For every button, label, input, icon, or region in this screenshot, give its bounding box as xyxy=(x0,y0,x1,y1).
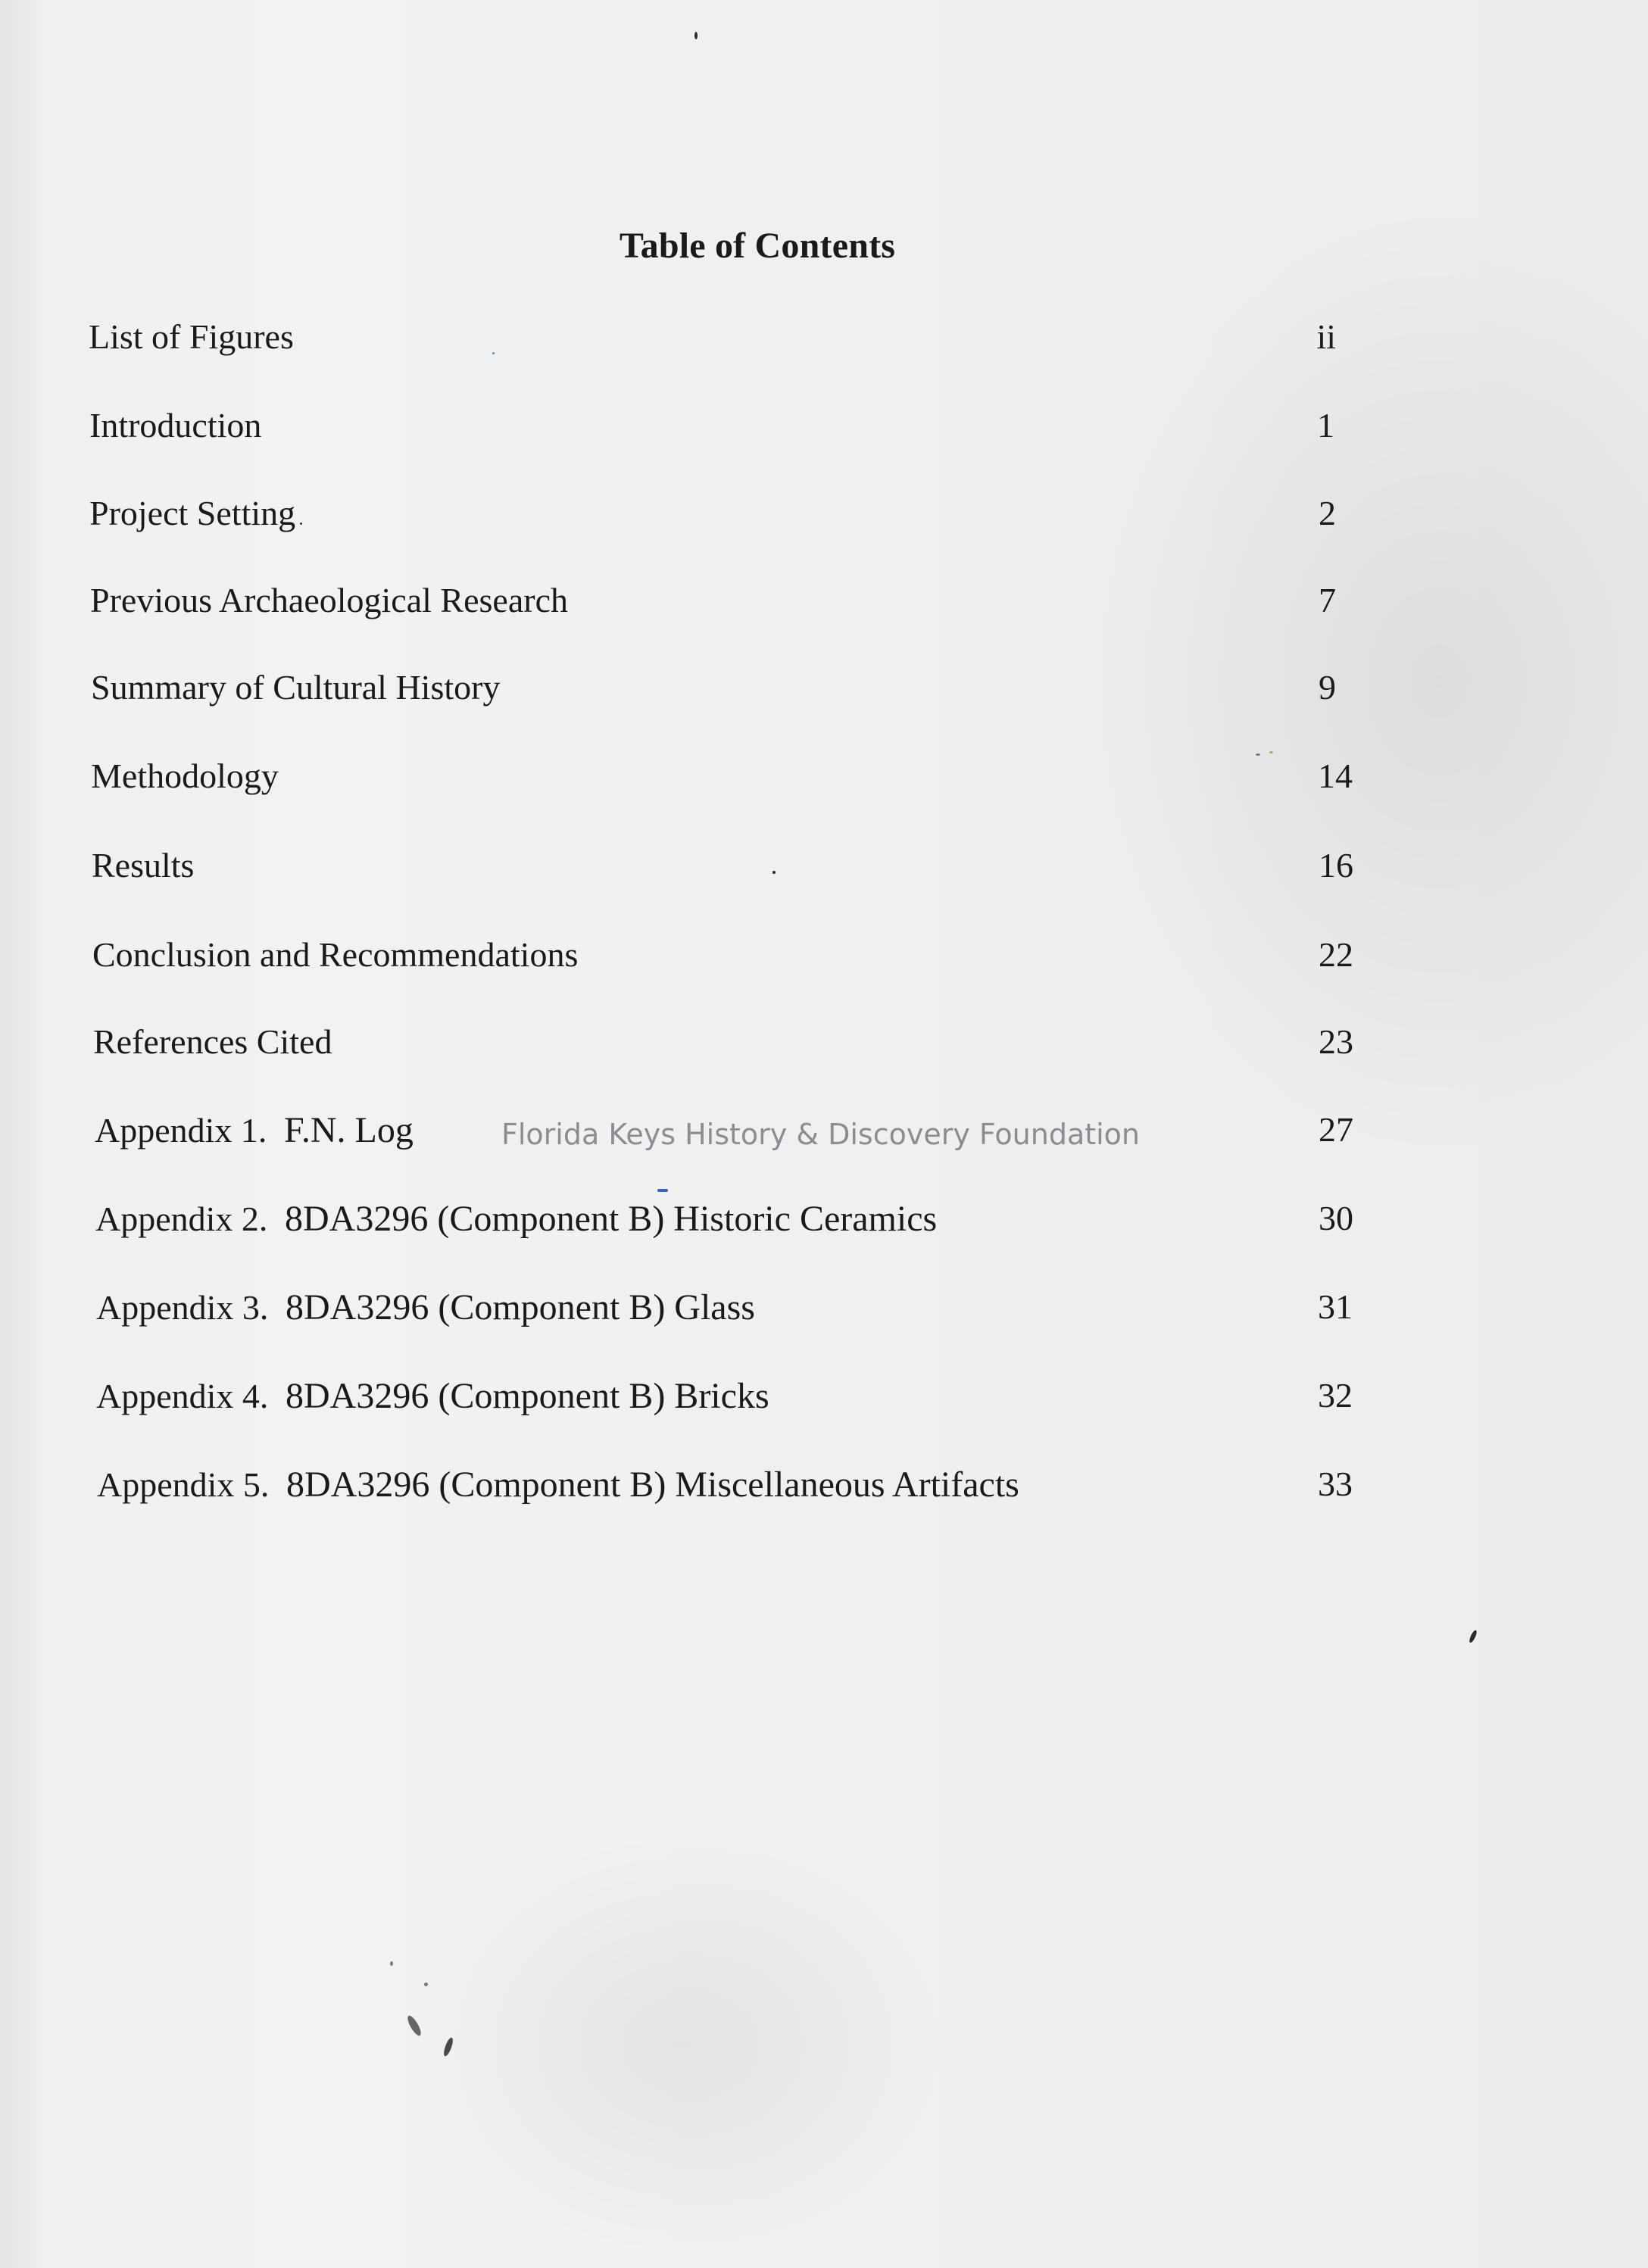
toc-entry-label: Summary of Cultural History xyxy=(91,668,501,707)
scan-speck xyxy=(1468,1630,1478,1644)
toc-entry-label: Project Setting xyxy=(89,494,296,532)
toc-entry-methodology xyxy=(0,756,1648,809)
appendix-title: 8DA3296 (Component B) Miscellaneous Artifacts xyxy=(286,1465,1019,1505)
toc-entry-page: 30 xyxy=(1319,1199,1353,1237)
toc-entry-results xyxy=(0,845,1648,898)
appendix-number: Appendix 4. xyxy=(96,1377,269,1415)
scan-speck xyxy=(1269,751,1273,753)
toc-entry-page: 2 xyxy=(1319,494,1336,532)
toc-appendix-label xyxy=(96,1287,755,1328)
scan-speck xyxy=(405,2014,423,2038)
toc-entry-page: 32 xyxy=(1318,1376,1353,1415)
appendix-number: Appendix 2. xyxy=(95,1200,268,1238)
toc-entry-page: 27 xyxy=(1319,1110,1353,1149)
scan-speck xyxy=(492,352,495,354)
toc-appendix-5 xyxy=(0,1464,1648,1517)
toc-entry-page: 7 xyxy=(1319,581,1336,619)
scan-speck xyxy=(1256,753,1260,756)
toc-entry-page: ii xyxy=(1316,317,1336,356)
toc-entry-label: Methodology xyxy=(91,757,279,795)
toc-entry-project-setting xyxy=(0,493,1648,546)
page-title: Table of Contents xyxy=(619,226,896,266)
scan-speck xyxy=(300,523,302,525)
appendix-title: 8DA3296 (Component B) Bricks xyxy=(286,1376,769,1416)
toc-appendix-4 xyxy=(0,1375,1648,1428)
appendix-number: Appendix 5. xyxy=(97,1465,270,1504)
toc-entry-list-of-figures xyxy=(0,317,1648,370)
toc-appendix-label xyxy=(96,1375,769,1417)
toc-appendix-label xyxy=(97,1464,1019,1505)
toc-entry-label: Previous Archaeological Research xyxy=(90,581,568,619)
scan-speck xyxy=(442,2036,454,2057)
appendix-title: 8DA3296 (Component B) Glass xyxy=(286,1287,755,1327)
scan-speck xyxy=(657,1189,668,1192)
toc-entry-references-cited xyxy=(0,1022,1648,1075)
appendix-number: Appendix 3. xyxy=(96,1288,269,1327)
toc-entry-label: Results xyxy=(92,846,195,884)
toc-appendix-2 xyxy=(0,1198,1648,1251)
scan-speck xyxy=(772,871,776,874)
appendix-title: F.N. Log xyxy=(284,1110,414,1150)
toc-entry-page: 33 xyxy=(1318,1465,1353,1503)
toc-entry-label: List of Figures xyxy=(89,317,294,356)
toc-entry-label: References Cited xyxy=(93,1022,332,1061)
toc-appendix-label xyxy=(95,1109,414,1151)
toc-entry-summary-of-cultural-history xyxy=(0,667,1648,720)
toc-entry-page: 16 xyxy=(1319,846,1353,884)
toc-entry-page: 31 xyxy=(1318,1287,1353,1326)
toc-entry-page: 14 xyxy=(1318,757,1353,795)
appendix-title: 8DA3296 (Component B) Historic Ceramics xyxy=(285,1199,938,1239)
toc-entry-previous-archaeological-research xyxy=(0,580,1648,633)
toc-entry-label: Conclusion and Recommendations xyxy=(92,935,579,974)
appendix-number: Appendix 1. xyxy=(95,1111,267,1150)
watermark: Florida Keys History & Discovery Foundation xyxy=(501,1118,1141,1151)
scan-speck xyxy=(694,32,698,39)
toc-appendix-label xyxy=(95,1198,937,1240)
scan-speck xyxy=(390,1961,393,1966)
toc-entry-page: 1 xyxy=(1317,406,1334,445)
toc-appendix-3 xyxy=(0,1287,1648,1340)
toc-entry-introduction xyxy=(0,405,1648,458)
toc-entry-page: 22 xyxy=(1319,935,1353,974)
toc-entry-conclusion-and-recommendations xyxy=(0,934,1648,987)
toc-entry-page: 9 xyxy=(1319,668,1336,707)
toc-entry-page: 23 xyxy=(1319,1022,1353,1061)
scan-speck xyxy=(424,1983,428,1986)
toc-entry-label: Introduction xyxy=(89,406,262,445)
